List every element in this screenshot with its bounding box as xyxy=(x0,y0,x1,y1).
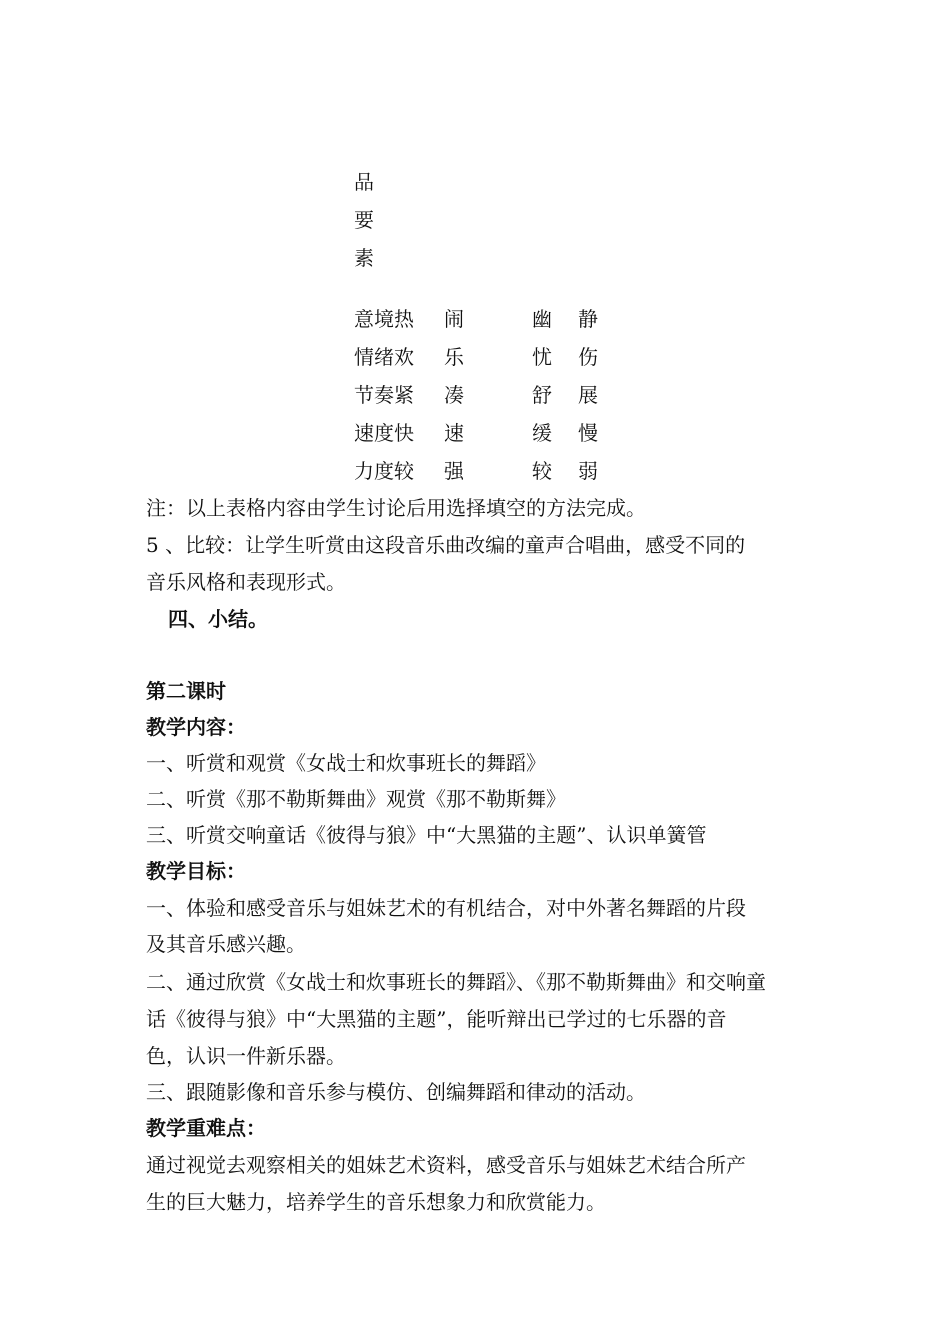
vertical-label-char: 素 xyxy=(354,246,374,270)
vertical-label-char: 要 xyxy=(354,208,374,232)
section-heading: 教学内容： xyxy=(146,715,246,739)
paragraph-line: 生的巨大魅力，培养学生的音乐想象力和欣赏能力。 xyxy=(146,1190,606,1214)
paragraph-line: 二、通过欣赏《女战士和炊事班长的舞蹈》、《那不勒斯舞曲》和交响童 xyxy=(146,970,766,994)
list-item: 二、听赏《那不勒斯舞曲》观赏《那不勒斯舞》 xyxy=(146,787,566,811)
paragraph-line: 一、体验和感受音乐与姐妹艺术的有机结合，对中外著名舞蹈的片段 xyxy=(146,896,746,920)
row-cell: 忧 xyxy=(532,345,552,369)
row-cell: 展 xyxy=(578,383,598,407)
row-label: 速度快 xyxy=(354,421,414,445)
compare-paragraph-line: 音乐风格和表现形式。 xyxy=(146,570,346,594)
vertical-label-char: 品 xyxy=(354,170,374,194)
row-label: 力度较 xyxy=(354,459,414,483)
row-cell: 伤 xyxy=(578,345,598,369)
row-cell: 慢 xyxy=(578,421,598,445)
summary-heading: 四、小结。 xyxy=(168,607,268,631)
paragraph-line: 话《彼得与狼》中“大黑猫的主题”，能听辩出已学过的七乐器的音 xyxy=(146,1007,727,1031)
row-cell: 缓 xyxy=(532,421,552,445)
list-item: 三、听赏交响童话《彼得与狼》中“大黑猫的主题”、认识单簧管 xyxy=(146,823,707,847)
row-cell: 强 xyxy=(444,459,464,483)
row-label: 意境热 xyxy=(354,307,414,331)
row-cell: 乐 xyxy=(444,345,464,369)
table-note: 注：以上表格内容由学生讨论后用选择填空的方法完成。 xyxy=(146,496,646,520)
lesson-title: 第二课时 xyxy=(146,679,226,703)
compare-paragraph-line: 5 、比较：让学生听赏由这段音乐曲改编的童声合唱曲，感受不同的 xyxy=(146,533,746,557)
row-cell: 凑 xyxy=(444,383,464,407)
row-cell: 舒 xyxy=(532,383,552,407)
row-cell: 速 xyxy=(444,421,464,445)
paragraph-line: 通过视觉去观察相关的姐妹艺术资料，感受音乐与姐妹艺术结合所产 xyxy=(146,1153,746,1177)
section-heading: 教学重难点： xyxy=(146,1116,266,1140)
row-cell: 幽 xyxy=(532,307,552,331)
paragraph-line: 色，认识一件新乐器。 xyxy=(146,1044,346,1068)
row-cell: 弱 xyxy=(578,459,598,483)
list-item: 一、听赏和观赏《女战士和炊事班长的舞蹈》 xyxy=(146,751,546,775)
row-cell: 静 xyxy=(578,307,598,331)
paragraph-line: 三、跟随影像和音乐参与模仿、创编舞蹈和律动的活动。 xyxy=(146,1080,646,1104)
row-cell: 较 xyxy=(532,459,552,483)
row-cell: 闹 xyxy=(444,307,464,331)
section-heading: 教学目标： xyxy=(146,859,246,883)
row-label: 情绪欢 xyxy=(354,345,414,369)
row-label: 节奏紧 xyxy=(354,383,414,407)
paragraph-line: 及其音乐感兴趣。 xyxy=(146,932,306,956)
